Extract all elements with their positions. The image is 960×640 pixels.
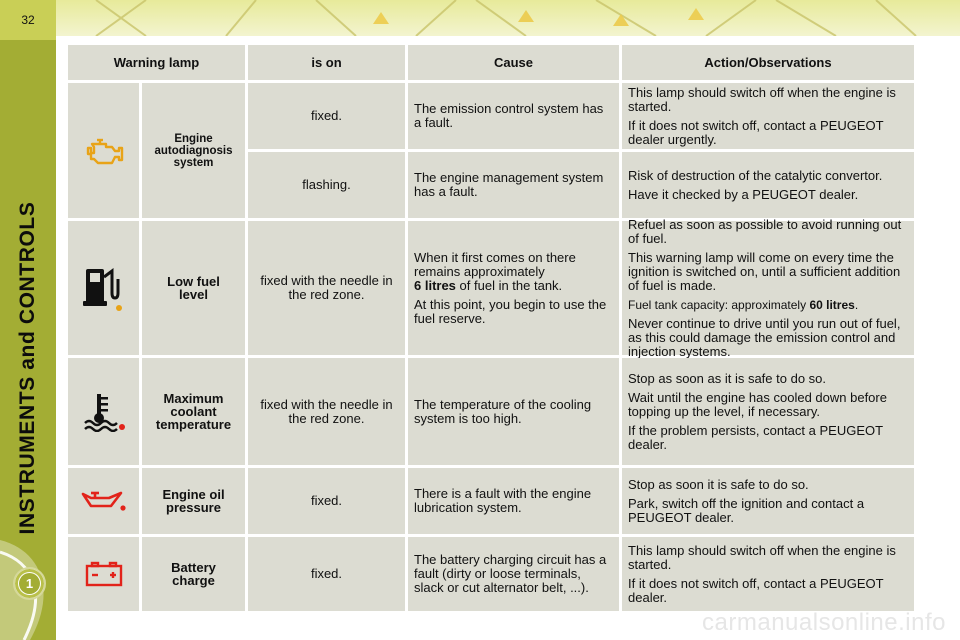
watermark: carmanualsonline.info [702,609,946,636]
page-number: 32 [0,0,56,40]
coolant-temperature-icon [82,392,126,432]
action-text: If it does not switch off, contact a PEUGEOT dealer urgently. [628,117,884,147]
action-cell [622,537,914,611]
action-text: Wait until the engine has cooled down before topping up the level, if necessary. [628,389,887,419]
cause-text: There is a fault with the engine lubrication system. [414,486,592,515]
cause-text-part: When it first comes on there remains approximately [414,249,576,279]
section-title: INSTRUMENTS and CONTROLS [16,201,39,535]
battery-lamp-name-cell [142,537,245,611]
is-on-cell: fixed with the needle in the red zone. [248,221,405,355]
action-cell [622,358,914,465]
oil-can-icon [81,490,127,512]
header-cause: Cause [408,45,619,80]
engine-icon [83,137,125,165]
lamp-name: Battery charge [171,560,216,588]
cause-cell [408,83,619,149]
cause-text: At this point, you begin to use the fuel reserve. [414,296,607,326]
action-cell [622,216,914,359]
lamp-name: Engine oil pressure [162,487,225,515]
action-cell [622,468,914,534]
sidebar [0,0,56,640]
cause-cell [408,468,619,534]
fuel-capacity-value: 60 litres [809,297,855,312]
battery-lamp-cell [68,537,139,611]
oil-lamp-name-cell [142,468,245,534]
fuel-lamp-cell [68,221,139,355]
fuel-capacity-text: Fuel tank capacity: approximately 60 litres. [628,297,859,312]
header-action: Action/Observations [622,45,914,80]
cause-cell [408,358,619,465]
coolant-lamp-cell [68,358,139,465]
action-text: If it does not switch off, contact a PEUGEOT dealer. [628,575,884,605]
action-text: Never continue to drive until you run out of fuel, as this could damage the emission control and injection systems. [628,315,901,359]
action-text: Park, switch off the ignition and contact a PEUGEOT dealer. [628,495,865,525]
fuel-capacity-label: Fuel tank capacity: approximately [628,297,807,312]
header-decoration [56,0,960,36]
chapter-number: 1 [19,573,40,594]
action-text: This lamp should switch off when the engine is started. [628,542,896,572]
lamp-name: Engine autodiagnosis system [154,132,233,169]
header-pattern [56,0,960,36]
engine-lamp-cell [68,83,139,218]
cause-text: The battery charging circuit has a fault (dirty or loose terminals, slack or cut alternator belt, ...). [414,552,607,595]
action-text: Stop as soon it is safe to do so. [628,476,809,492]
is-on-cell: fixed. [248,537,405,611]
is-on-cell: fixed. [248,83,405,149]
warning-lamp-table [68,45,914,611]
fuel-pump-icon [82,265,126,311]
action-text: Have it checked by a PEUGEOT dealer. [628,186,859,202]
cause-text-part: of fuel in the tank. [459,277,563,293]
cause-text [414,251,613,293]
fuel-reserve-volume: 6 litres [414,277,456,293]
cause-cell [408,537,619,611]
lamp-name: Maximum coolant temperature [155,391,232,432]
action-text: This warning lamp will come on every time the ignition is switched on, until a sufficient addition of fuel is made. [628,249,901,293]
fuel-lamp-name-cell [142,221,245,355]
is-on-cell: fixed. [248,468,405,534]
action-cell [622,152,914,218]
header-is-on: is on [248,45,405,80]
action-text: Risk of destruction of the catalytic convertor. [628,167,883,183]
oil-lamp-cell [68,468,139,534]
cause-cell [408,152,619,218]
action-text: Stop as soon as it is safe to do so. [628,370,827,386]
coolant-lamp-name-cell [142,358,245,465]
cause-cell [408,221,619,355]
cause-text: The temperature of the cooling system is too high. [414,396,592,426]
action-cell [622,83,914,149]
is-on-cell: flashing. [248,152,405,218]
lamp-name: Low fuel level [167,274,220,302]
engine-lamp-name-cell [142,83,245,218]
chapter-badge [13,567,46,600]
action-text: If the problem persists, contact a PEUGEOT dealer. [628,422,883,452]
cause-text: The engine management system has a fault. [414,170,604,199]
action-text: Refuel as soon as possible to avoid running out of fuel. [628,216,902,246]
battery-icon [84,561,124,587]
header-warning-lamp: Warning lamp [68,45,245,80]
action-text: This lamp should switch off when the engine is started. [628,84,896,114]
cause-text: The emission control system has a fault. [414,101,604,130]
is-on-cell: fixed with the needle in the red zone. [248,358,405,465]
